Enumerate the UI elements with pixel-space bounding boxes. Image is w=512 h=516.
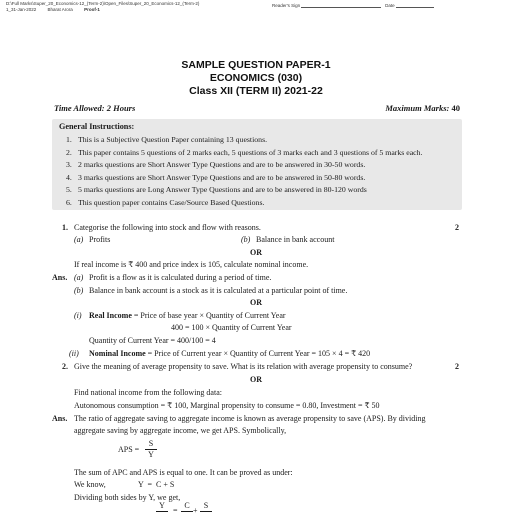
instruction-item xyxy=(66,147,423,160)
instruction-num: 5. xyxy=(66,185,72,194)
q2-marks: 2 xyxy=(455,362,459,371)
q1-opt-a: Profits xyxy=(89,235,111,244)
q1-opt-b: Balance in bank account xyxy=(256,235,335,244)
eq-fraction-2-numerator: C xyxy=(184,501,190,510)
time-allowed: Time Allowed: 2 Hours xyxy=(54,103,136,113)
q1-ans-label: Ans. xyxy=(52,273,68,282)
q1-ans-a: Profit is a flow as it is calculated during a period of time. xyxy=(89,273,272,282)
q1-i-label: (i) xyxy=(74,311,82,320)
instruction-num: 6. xyxy=(66,197,72,207)
proof-label: Proof-1 xyxy=(84,6,100,12)
general-instructions xyxy=(52,119,462,210)
date-line xyxy=(396,7,434,8)
paper-title: SAMPLE QUESTION PAPER-1 xyxy=(181,59,331,71)
eq-equals: = xyxy=(173,506,178,515)
maximum-marks xyxy=(385,103,460,113)
file-header xyxy=(6,1,199,12)
q2-we-know: We know, xyxy=(74,480,106,489)
aps-numerator: S xyxy=(148,439,154,448)
q2-alt-line2: Autonomous consumption = ₹ 100, Marginal propensity to consume = 0.80, Investment = ₹ 50 xyxy=(74,401,380,410)
aps-denominator: Y xyxy=(148,450,154,459)
q1-ans-b-label: (b) xyxy=(74,286,84,295)
eq-fraction-3-numerator: S xyxy=(203,501,209,510)
readers-sign-label: Reader's Sign xyxy=(272,3,301,8)
max-marks-label: Maximum Marks: xyxy=(385,103,450,113)
file-date: 1_31-Jan-2022 xyxy=(6,6,37,12)
q1-text: Categorise the following into stock and flow with reasons. xyxy=(74,223,261,232)
instruction-num: 3. xyxy=(66,160,72,169)
date-label: Date xyxy=(385,3,395,8)
max-marks-value: 40 xyxy=(451,103,460,113)
q2-ans-label: Ans. xyxy=(52,414,68,423)
q2-divide-line: Dividing both sides by Y, we get, xyxy=(74,493,181,502)
class-title: Class XII (TERM II) 2021-22 xyxy=(189,85,323,97)
instruction-text: This is a Subjective Question Paper containing 13 questions. xyxy=(78,135,268,144)
nominal-income-formula: = Price of Current year × Quantity of Current Year = 105 × 4 = ₹ 420 xyxy=(147,349,371,358)
q1-or-2: OR xyxy=(250,298,262,307)
nominal-income-label: Nominal Income xyxy=(89,349,146,358)
file-author: Bharat Arora xyxy=(47,6,73,12)
q1-marks: 2 xyxy=(455,223,459,232)
q2-sum-line: The sum of APC and APS is equal to one. It can be proved as under: xyxy=(74,468,293,477)
q1-alt-question: If real income is ₹ 400 and price index is 105, calculate nominal income. xyxy=(74,260,309,269)
readers-sign-line xyxy=(301,7,381,8)
reader-sign-area xyxy=(272,3,434,8)
q1-or: OR xyxy=(250,248,262,257)
q2-or: OR xyxy=(250,375,262,384)
q1-ii-label: (ii) xyxy=(69,349,79,358)
instructions-list xyxy=(66,134,423,209)
aps-formula-lhs: APS = xyxy=(118,445,140,454)
instruction-text: 5 marks questions are Long Answer Type Questions and are to be answered in 80-120 words xyxy=(78,185,367,194)
subject-title: ECONOMICS (030) xyxy=(209,72,303,84)
q1-opt-b-label: (b) xyxy=(241,235,251,244)
q1-ii-line xyxy=(89,349,370,359)
instruction-item xyxy=(66,197,423,210)
instruction-text: This paper contains 5 questions of 2 marks each, 5 questions of 3 marks each and 3 questions of 5 marks each. xyxy=(78,147,423,157)
q2-ans-line1: The ratio of aggregate saving to aggregate income is known as average propensity to save (APS). By dividing xyxy=(74,414,426,423)
q2-text: Give the meaning of average propensity to save. What is its relation with average propensity to consume? xyxy=(74,362,413,371)
real-income-formula: = Price of base year × Quantity of Current Year xyxy=(133,311,286,320)
q2-ans-line2: aggregate saving by aggregate income, we get APS. Symbolically, xyxy=(74,426,287,435)
eq-plus: + xyxy=(193,506,198,515)
file-path: D:\Full Marks\Super_20_Economics-12_(Term-2)\Open_Files\Super_20_Economics-12_(Term-2) xyxy=(6,1,200,6)
instruction-num: 2. xyxy=(66,147,72,157)
q1-i-line3: Quantity of Current Year = 400/100 = 4 xyxy=(89,336,216,345)
instruction-item xyxy=(66,134,423,147)
q1-i-line1 xyxy=(89,311,286,321)
instruction-text: 3 marks questions are Short Answer Type Questions and are to be answered in 50-80 words. xyxy=(78,172,366,182)
instruction-num: 1. xyxy=(66,135,72,144)
q1-i-line2: 400 = 100 × Quantity of Current Year xyxy=(171,323,292,332)
instruction-text: This question paper contains Case/Source Based Questions. xyxy=(78,197,265,207)
real-income-label: Real Income xyxy=(89,311,132,320)
q2-number: 2. xyxy=(62,362,68,371)
q1-opt-a-label: (a) xyxy=(74,235,84,244)
instruction-num: 4. xyxy=(66,172,72,182)
instructions-heading: General Instructions: xyxy=(59,122,135,131)
q1-ans-b: Balance in bank account is a stock as it is calculated at a particular point of time. xyxy=(89,286,348,295)
eq-fraction-1-numerator: Y xyxy=(159,501,165,510)
q2-identity: Y = C + S xyxy=(138,480,175,489)
q2-alt-line1: Find national income from the following data: xyxy=(74,388,222,397)
instruction-text: 2 marks questions are Short Answer Type Questions and are to be answered in 30-50 words. xyxy=(78,160,366,169)
instruction-item xyxy=(66,172,423,185)
instruction-item xyxy=(66,184,423,197)
instruction-item xyxy=(66,159,423,172)
q1-number: 1. xyxy=(62,223,68,232)
q1-ans-a-label: (a) xyxy=(74,273,84,282)
